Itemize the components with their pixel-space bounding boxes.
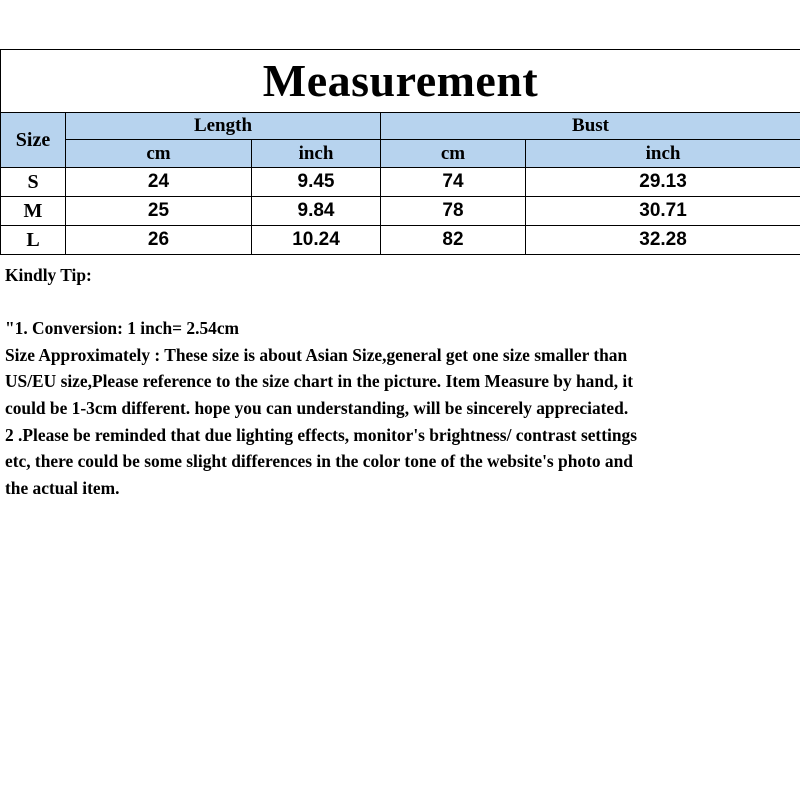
group-header-row [1, 113, 800, 140]
tip-line: US/EU size,Please reference to the size chart in the picture. Item Measure by hand, it [5, 371, 634, 392]
table-row [1, 226, 800, 255]
length-inch-header: inch [252, 140, 381, 168]
tip-line: the actual item. [5, 477, 120, 498]
bust-cm-cell: 78 [381, 197, 526, 226]
length-cm-cell: 25 [66, 197, 252, 226]
length-group-header: Length [66, 113, 381, 140]
tips-spacer [5, 289, 795, 316]
length-inch-cell: 9.45 [252, 168, 381, 197]
tip-line: 2 .Please be reminded that due lighting effects, monitor's brightness/ contrast settings [5, 424, 637, 445]
bust-inch-header: inch [526, 140, 800, 168]
size-cell: M [1, 197, 66, 226]
size-cell: L [1, 226, 66, 255]
size-column-header: Size [1, 113, 66, 168]
tip-line: etc, there could be some slight differences in the color tone of the website's photo and [5, 451, 633, 472]
tip-line: could be 1-3cm different. hope you can understanding, will be sincerely appreciated. [5, 397, 629, 418]
title-row [1, 50, 800, 113]
table-row [1, 197, 800, 226]
tip-line: Size Approximately : These size is about Asian Size,general get one size smaller than [5, 344, 628, 365]
table-row [1, 168, 800, 197]
length-cm-cell: 26 [66, 226, 252, 255]
measurement-table [0, 49, 800, 255]
bust-inch-cell: 32.28 [526, 226, 800, 255]
unit-header-row [1, 140, 800, 168]
length-inch-cell: 9.84 [252, 197, 381, 226]
tips-heading: Kindly Tip: [5, 265, 92, 285]
length-cm-cell: 24 [66, 168, 252, 197]
bust-inch-cell: 30.71 [526, 197, 800, 226]
tip-line: "1. Conversion: 1 inch= 2.54cm [5, 318, 240, 339]
size-cell: S [1, 168, 66, 197]
bust-cm-cell: 82 [381, 226, 526, 255]
bust-inch-cell: 29.13 [526, 168, 800, 197]
table-title: Measurement [1, 50, 800, 113]
bust-group-header: Bust [381, 113, 800, 140]
kindly-tips [5, 262, 795, 501]
bust-cm-cell: 74 [381, 168, 526, 197]
bust-cm-header: cm [381, 140, 526, 168]
length-cm-header: cm [66, 140, 252, 168]
length-inch-cell: 10.24 [252, 226, 381, 255]
